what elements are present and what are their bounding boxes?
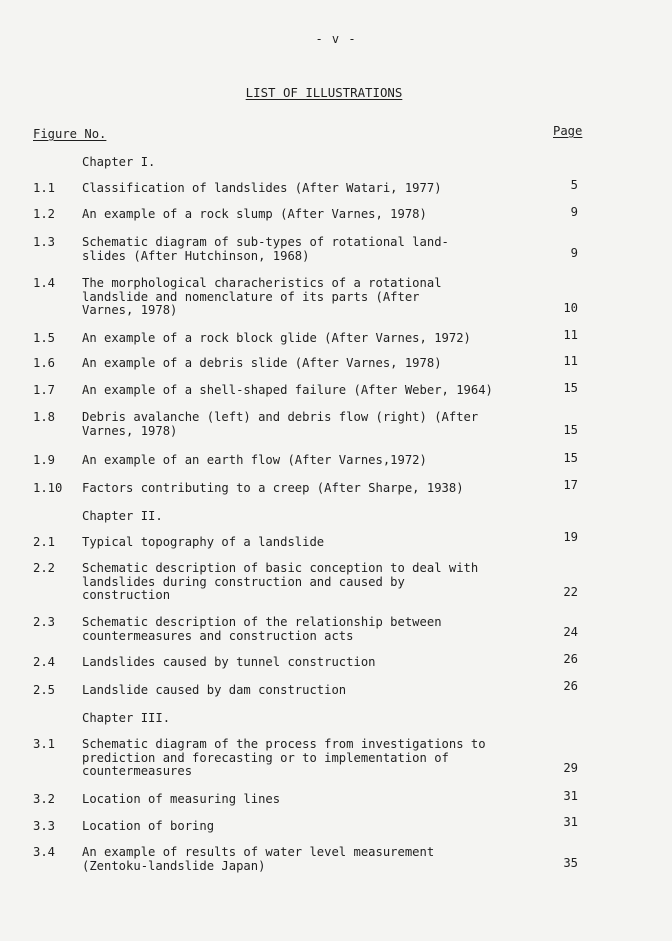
page-ref: 31 [563,789,578,803]
figure-caption: Location of measuring lines [82,792,281,806]
figure-number: 2.4 [33,655,56,669]
figure-caption: Schematic diagram of the process from investigations to prediction and forecasting or to implementation of countermeasures [82,737,486,779]
page-ref: 22 [563,585,578,599]
figure-number: 1.3 [33,235,56,249]
page-ref: 17 [563,478,578,492]
figure-caption: Schematic description of basic conception to deal with landslides during construction and caused by construction [82,561,479,603]
figure-caption: An example of a rock block glide (After Varnes, 1972) [82,331,471,345]
figure-caption: Landslide caused by dam construction [82,683,347,697]
page-ref: 31 [563,815,578,829]
figure-number: 1.9 [33,453,56,467]
figure-caption: Landslides caused by tunnel construction [82,655,376,669]
page-ref: 9 [570,246,578,260]
page-ref: 26 [563,679,578,693]
page-ref: 24 [563,625,578,639]
page-ref: 29 [563,761,578,775]
figure-number: 1.1 [33,181,56,195]
figure-caption: An example of a shell-shaped failure (After Weber, 1964) [82,383,493,397]
figure-number: 1.7 [33,383,56,397]
figure-caption: An example of a debris slide (After Varnes, 1978) [82,356,442,370]
figure-caption: Location of boring [82,819,215,833]
page-ref: 15 [563,381,578,395]
figure-number: 2.5 [33,683,56,697]
page-ref: 5 [570,178,578,192]
figure-caption: An example of results of water level measurement (Zentoku-landslide Japan) [82,845,435,873]
figure-caption: An example of an earth flow (After Varnes,1972) [82,453,427,467]
figure-number: 3.4 [33,845,56,859]
figure-number: 2.1 [33,535,56,549]
page-ref: 35 [563,856,578,870]
figure-number: 2.3 [33,615,56,629]
figure-caption: Factors contributing to a creep (After Sharpe, 1938) [82,481,464,495]
figure-number: 1.8 [33,410,56,424]
page-ref: 15 [563,423,578,437]
figure-caption: An example of a rock slump (After Varnes, 1978) [82,207,427,221]
figure-number: 3.1 [33,737,56,751]
figure-number: 1.2 [33,207,56,221]
figure-number: 3.2 [33,792,56,806]
figure-caption: Schematic description of the relationship between countermeasures and construction acts [82,615,442,643]
figure-number: 1.4 [33,276,56,290]
figure-number: 1.5 [33,331,56,345]
figure-column-header: Figure No. [33,127,107,141]
figure-caption: Schematic diagram of sub-types of rotational land- slides (After Hutchinson, 1968) [82,235,449,263]
chapter-heading: Chapter I. [82,155,156,169]
page-ref: 11 [563,328,578,342]
figure-number: 3.3 [33,819,56,833]
chapter-heading: Chapter III. [82,711,171,725]
page-ref: 9 [570,205,578,219]
figure-caption: The morphological characheristics of a rotational landslide and nomenclature of its parts (After Varnes, 1978) [82,276,442,318]
page-ref: 10 [563,301,578,315]
page-column-header: Page [553,124,583,138]
document-title: LIST OF ILLUSTRATIONS [245,85,403,100]
figure-number: 1.6 [33,356,56,370]
figure-number: 1.10 [33,481,63,495]
page-number: - v - [315,32,357,46]
figure-caption: Classification of landslides (After Watari, 1977) [82,181,442,195]
page-ref: 15 [563,451,578,465]
page-ref: 26 [563,652,578,666]
figure-caption: Debris avalanche (left) and debris flow (right) (After Varnes, 1978) [82,410,479,438]
page-ref: 11 [563,354,578,368]
chapter-heading: Chapter II. [82,509,163,523]
figure-caption: Typical topography of a landslide [82,535,325,549]
figure-number: 2.2 [33,561,56,575]
page-ref: 19 [563,530,578,544]
